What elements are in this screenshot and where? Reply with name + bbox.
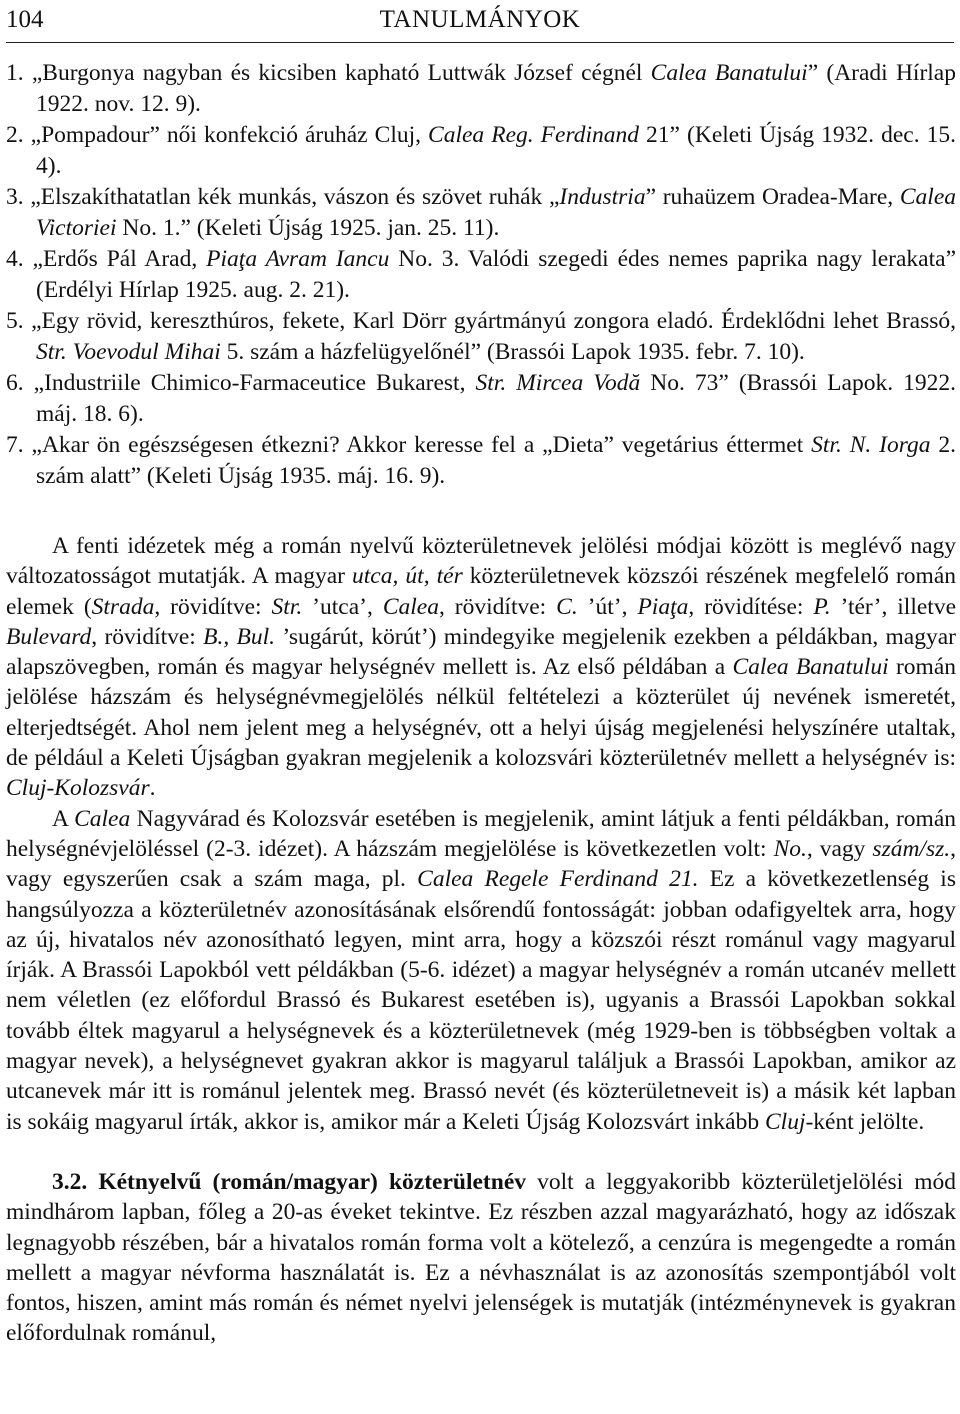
- list-item: 7. „Akar ön egészségesen étkezni? Akkor keresse fel a „Dieta” vegetárius éttermet Str. N. Iorga 2. szám alatt” (Keleti Újság 1935. máj. 16. 9).: [6, 432, 957, 489]
- bold-heading: 3.2. Kétnyelvű (román/magyar) közterületnév: [52, 1168, 527, 1195]
- italic-text: Bulevard: [6, 623, 92, 650]
- italic-text: utca, út, tér: [352, 563, 463, 590]
- italic-text: Piaţa Avram Iancu: [206, 246, 390, 272]
- page-number: 104: [6, 6, 44, 33]
- list-item: 2. „Pompadour” női konfekció áruház Cluj, Calea Reg. Ferdinand 21” (Keleti Újság 1932. dec. 15. 4).: [6, 122, 956, 179]
- italic-text: C.: [556, 593, 578, 620]
- italic-text: Str. N. Iorga: [811, 432, 931, 458]
- italic-text: Cluj: [765, 1108, 806, 1135]
- running-title: TANULMÁNYOK: [379, 6, 581, 33]
- paragraph: A fenti idézetek még a román nyelvű közterületnevek jelölési módjai között is meglévő nagy változatosságot mutatják. A magyar utca, út, tér közterületnevek közszói részének megfelelő román elemek (Strada, rövidítve: Str. ’utca’, Calea, rövidítve: C. ’út’, Piaţa, rövidítése: P. ’tér’, illetve Bulevard, rövidítve: B., Bul. ’sugárút, körút’) mindegyike megjelenik ezekben a példákban, magyar alapszövegben, román és magyar helységnév mellett is. Az első példában a Calea Banatului román jelölése házszám és helységnévmegjelölés nélkül feltételezi a közterület új nevének ismeretét, elterjedtségét. Ahol nem jelent meg a helységnév, ott a helyi újság megjelenési helyszínére utaltak, de például a Keleti Újságban gyakran megjelenik a kolozsvári közterületnév mellett a helységnév is: Cluj-Kolozsvár.: [6, 533, 957, 802]
- italic-text: P.: [813, 593, 831, 620]
- list-item: 1. „Burgonya nagyban és kicsiben kapható Luttwák József cégnél Calea Banatului” (Aradi Hírlap 1922. nov. 12. 9).: [6, 60, 956, 117]
- italic-text: B., Bul.: [203, 623, 276, 650]
- italic-text: Strada: [91, 593, 155, 620]
- italic-text: Piaţa: [637, 593, 689, 620]
- italic-text: Str. Mircea Vodă: [475, 370, 641, 396]
- italic-text: Calea Victoriei: [36, 184, 956, 241]
- quotation-list: [6, 58, 956, 492]
- italic-text: Str. Voevodul Mihai: [36, 339, 221, 365]
- italic-text: Calea Reg. Ferdinand: [428, 122, 640, 148]
- italic-text: Calea: [74, 805, 131, 832]
- italic-text: Calea Banatului: [650, 60, 808, 86]
- page-header: [6, 2, 954, 43]
- list-item: 5. „Egy rövid, kereszthúros, fekete, Karl Dörr gyártmányú zongora eladó. Érdeklődni lehet Brassó, Str. Voevodul Mihai 5. szám a házfelügyelőnél” (Brassói Lapok 1935. febr. 7. 10).: [6, 308, 956, 365]
- list-item: 6. „Industriile Chimico-Farmaceutice Bukarest, Str. Mircea Vodă No. 73” (Brassói Lapok. 1922. máj. 18. 6).: [6, 370, 956, 427]
- italic-text: No.: [773, 835, 807, 862]
- italic-text: Industria: [559, 184, 646, 210]
- italic-text: Str.: [271, 593, 303, 620]
- list-item: 3. „Elszakíthatatlan kék munkás, vászon és szövet ruhák „Industria” ruhaüzem Oradea-Mare, Calea Victoriei No. 1.” (Keleti Újság 1925. jan. 25. 11).: [6, 184, 956, 241]
- section-paragraph: 3.2. Kétnyelvű (román/magyar) közterületnév volt a leggyakoribb közterületjelölési mód mindhárom lapban, főleg a 20-as éveket tekintve. Ez részben azzal magyarázható, hogy az időszak legnagyobb részében, bár a hivatalos román forma volt a kötelező, a cenzúra is megengedte a román mellett a magyar névforma használatát is. Ez a névhasználat is az azonosítás szempontjából volt fontos, hiszen, amint más román és német nyelvi jelenségek is mutatják (intézménynevek is gyakran előfordulnak románul,: [6, 1168, 957, 1347]
- list-item: 4. „Erdős Pál Arad, Piaţa Avram Iancu No. 3. Valódi szegedi édes nemes paprika nagy lerakata” (Erdélyi Hírlap 1925. aug. 2. 21).: [6, 246, 956, 303]
- body-text: [6, 531, 956, 1349]
- italic-text: Calea Banatului: [732, 654, 889, 681]
- italic-text: szám/sz.: [872, 835, 951, 862]
- italic-text: Calea Regele Ferdinand 21.: [417, 866, 699, 893]
- italic-text: Cluj-Kolozsvár: [6, 775, 150, 802]
- paragraph: A Calea Nagyvárad és Kolozsvár esetében is megjelenik, amint látjuk a fenti példákban, román helységnévjelöléssel (2-3. idézet). A házszám megjelölése is következetlen volt: No., vagy szám/sz., vagy egyszerűen csak a szám maga, pl. Calea Regele Ferdinand 21. Ez a következetlenség is hangsúlyozza a közterületnév azonosításának elsőrendű fontosságát: jobban odafigyeltek arra, hogy az új, hivatalos név azonosítható legyen, mint arra, hogy a közszói részt románul vagy magyarul írják. A Brassói Lapokból vett példákban (5-6. idézet) a magyar helységnév a román utcanév mellett nem véletlen (ez előfordul Brassó és Bukarest esetében is), ugyanis a Brassói Lapokban sokkal tovább éltek magyarul a helységnevek és a közterületnevek (még 1929-ben is többségben voltak a magyar nevek), a helységnevet gyakran akkor is magyarul találjuk a Brassói Lapokban, amikor az utcanevek már itt is románul jelentek meg. Brassó nevét (és közterületneveit is) a másik két lapban is sokáig magyarul írták, akkor is, amikor már a Keleti Újság Kolozsvárt inkább Cluj-ként jelölte.: [6, 805, 957, 1135]
- italic-text: Calea: [382, 593, 439, 620]
